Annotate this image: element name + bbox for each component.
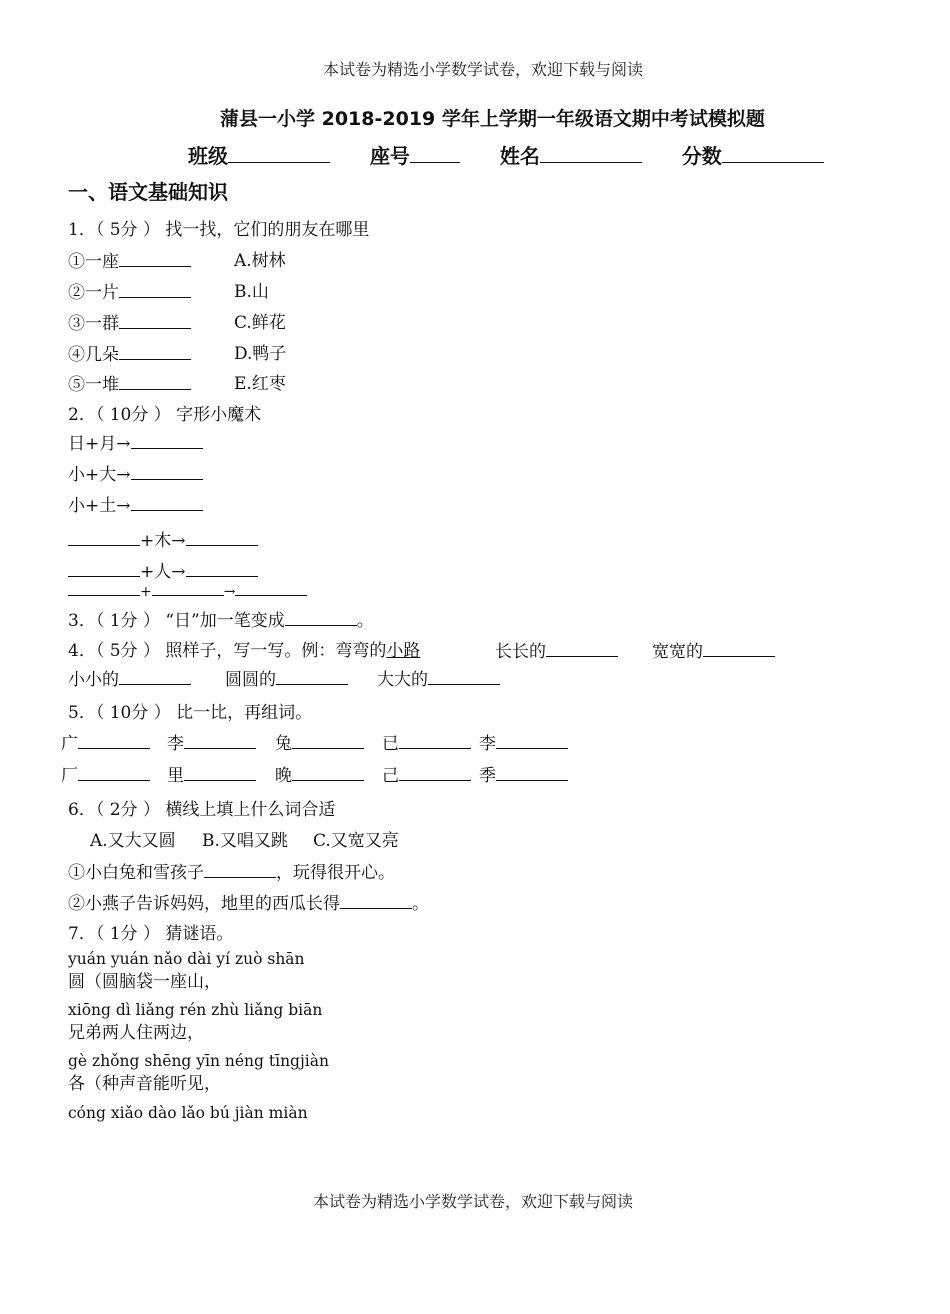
question-6-head: 6．（ 2分 ） 横线上填上什么词合适 (68, 800, 336, 820)
q6-option-b: B.又唱又跳 (202, 831, 288, 851)
q4-item-3: 小小的 (68, 668, 191, 691)
exam-title: 蒲县一小学 2018-2019 学年上学期一年级语文期中考试模拟题 (220, 108, 765, 130)
q1-left-3: ③一群 (68, 312, 191, 335)
q2-blank-6a[interactable] (68, 583, 140, 596)
q1-right-4: D.鸭子 (234, 344, 287, 364)
q4-blank-1[interactable] (546, 640, 618, 657)
question-4-head: 4．（ 5分 ） 照样子，写一写。例：弯弯的小路 (68, 641, 421, 661)
q4-blank-2[interactable] (703, 640, 775, 657)
q2-blank-4a[interactable] (68, 529, 140, 546)
page-footer: 本试卷为精选小学数学试卷，欢迎下载与阅读 (312, 1192, 633, 1211)
info-score-blank[interactable] (722, 146, 824, 163)
q2-blank-1[interactable] (131, 432, 203, 449)
q1-left-4: ④几朵 (68, 343, 191, 366)
q5-blank-r1-3[interactable] (292, 732, 364, 749)
question-5-head: 5．（ 10分 ） 比一比，再组词。 (68, 703, 313, 723)
q5-r1-3: 兔 (275, 732, 364, 755)
q4-blank-5[interactable] (428, 668, 500, 685)
q1-blank-5[interactable] (119, 373, 191, 390)
q5-blank-r2-2[interactable] (184, 764, 256, 781)
q1-blank-4[interactable] (119, 343, 191, 360)
q5-r2-4: 己 (382, 764, 471, 787)
q6-sentence-2: ②小燕子告诉妈妈，地里的西瓜长得 。 (68, 894, 429, 914)
q5-r2-5: 季 (479, 764, 568, 787)
q6-blank-1[interactable] (204, 861, 276, 878)
q1-right-1: A.树林 (234, 251, 286, 271)
question-3: 3．（ 1分 ） “日”加一笔变成 。 (68, 611, 374, 631)
q5-r1-2: 李 (167, 732, 256, 755)
q1-right-5: E.红枣 (234, 374, 286, 394)
page-header: 本试卷为精选小学数学试卷，欢迎下载与阅读 (322, 60, 643, 79)
info-seat-label: 座号 (369, 144, 410, 168)
q1-blank-3[interactable] (119, 312, 191, 329)
q6-option-c: C.又宽又亮 (313, 831, 399, 851)
info-seat-blank[interactable] (410, 146, 460, 163)
info-name-blank[interactable] (540, 146, 642, 163)
q7-pinyin-2: xiōng dì liǎng rén zhù liǎng biān (68, 1001, 323, 1019)
info-class-blank[interactable] (228, 146, 330, 163)
q1-blank-1[interactable] (119, 250, 191, 267)
question-2-head: 2．（ 10分 ） 字形小魔术 (68, 405, 262, 425)
q4-item-5: 大大的 (377, 668, 500, 691)
q1-left-1: ①一座 (68, 250, 191, 273)
question-1-head: 1．（ 5分 ） 找一找，它们的朋友在哪里 (68, 220, 370, 240)
q1-right-3: C.鲜花 (234, 313, 286, 333)
q5-blank-r1-1[interactable] (78, 732, 150, 749)
info-score-label: 分数 (681, 144, 722, 168)
q2-item-1: 日+月→ (68, 432, 203, 455)
q5-blank-r2-1[interactable] (78, 764, 150, 781)
q5-blank-r2-5[interactable] (496, 764, 568, 781)
q7-pinyin-1: yuán yuán nǎo dài yí zuò shān (68, 950, 305, 968)
q6-option-a: A.又大又圆 (90, 831, 176, 851)
q1-blank-2[interactable] (119, 281, 191, 298)
q2-blank-6b[interactable] (152, 583, 224, 596)
q2-blank-5a[interactable] (68, 560, 140, 577)
q2-blank-3[interactable] (131, 494, 203, 511)
q7-text-2: 兄弟两人住两边， (68, 1023, 204, 1043)
q4-blank-3[interactable] (119, 668, 191, 685)
info-name-label: 姓名 (499, 144, 540, 168)
q5-r2-2: 里 (167, 764, 256, 787)
q5-r2-3: 晚 (275, 764, 364, 787)
q4-item-1: 长长的 (495, 640, 618, 663)
q2-blank-4b[interactable] (186, 529, 258, 546)
q1-right-2: B.山 (234, 282, 269, 302)
q4-example: 小路 (386, 641, 421, 661)
q5-r1-5: 李 (479, 732, 568, 755)
q5-blank-r1-2[interactable] (184, 732, 256, 749)
q1-left-2: ②一片 (68, 281, 191, 304)
q4-blank-4[interactable] (276, 668, 348, 685)
q5-r1-1: 广 (61, 732, 150, 755)
q7-text-3: 各（种声音能听见， (68, 1074, 221, 1094)
q3-blank[interactable] (285, 609, 357, 626)
q2-item-3: 小+土→ (68, 494, 203, 517)
q7-text-1: 圆（圆脑袋一座山， (68, 972, 221, 992)
q5-blank-r2-4[interactable] (399, 764, 471, 781)
q2-item-5: +人→ (68, 560, 258, 583)
q5-r2-1: 厂 (61, 764, 150, 787)
q7-pinyin-4: cóng xiǎo dào lǎo bú jiàn miàn (68, 1104, 308, 1122)
q2-item-2: 小+大→ (68, 463, 203, 486)
q5-r1-4: 已 (382, 732, 471, 755)
q2-blank-5b[interactable] (186, 560, 258, 577)
q2-item-6: + → (68, 583, 307, 601)
q1-left-5: ⑤一堆 (68, 373, 191, 396)
q4-item-2: 宽宽的 (652, 640, 775, 663)
q4-item-4: 圆圆的 (225, 668, 348, 691)
q7-pinyin-3: gè zhǒng shēng yīn néng tīngjiàn (68, 1052, 329, 1070)
q5-blank-r1-4[interactable] (399, 732, 471, 749)
info-row (188, 145, 824, 167)
q6-sentence-1: ①小白兔和雪孩子 ，玩得很开心。 (68, 863, 395, 883)
question-7-head: 7．（ 1分 ） 猜谜语。 (68, 924, 234, 944)
q2-item-4: +木→ (68, 529, 258, 552)
q5-blank-r1-5[interactable] (496, 732, 568, 749)
info-class-label: 班级 (188, 144, 228, 168)
q5-blank-r2-3[interactable] (292, 764, 364, 781)
q2-blank-6c[interactable] (235, 583, 307, 596)
section-heading: 一、语文基础知识 (68, 180, 228, 204)
q6-blank-2[interactable] (340, 892, 412, 909)
q2-blank-2[interactable] (131, 463, 203, 480)
